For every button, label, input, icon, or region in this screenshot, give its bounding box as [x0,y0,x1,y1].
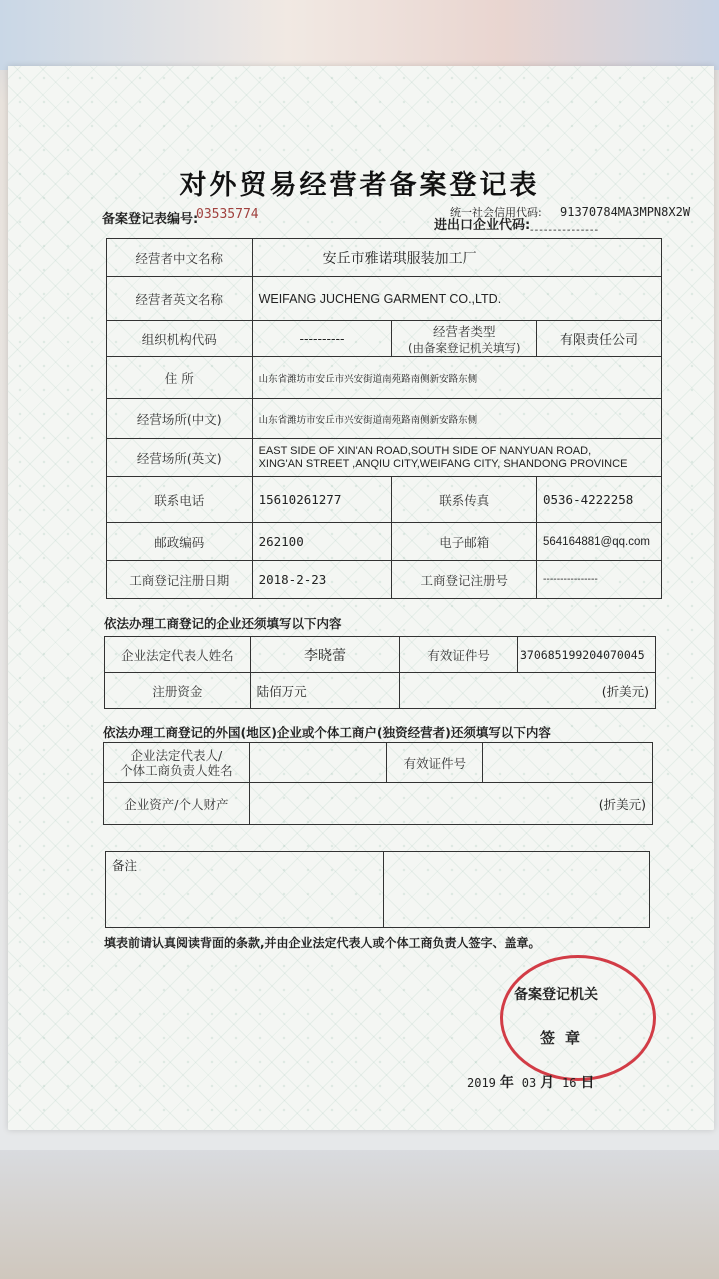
table-row [107,277,662,321]
premises-en-line1: EAST SIDE OF XIN'AN ROAD,SOUTH SIDE OF NANYUAN ROAD, [258,444,592,457]
phone-label: 联系电话 [107,477,253,523]
type-value: 有限责任公司 [536,321,661,357]
table-row [107,439,662,477]
org-code-label: 组织机构代码 [107,321,253,357]
premises-en-label: 经营场所(英文) [107,439,253,477]
premises-cn-label: 经营场所(中文) [107,399,253,439]
type-label-line2: (由备案登记机关填写) [407,340,521,355]
address-label: 住 所 [107,357,253,399]
notice-text: 填表前请认真阅读背面的条款,并由企业法定代表人或个体工商负责人签字、盖章。 [104,936,541,950]
cn-name-value: 安丘市雅诺琪服装加工厂 [252,239,661,277]
address-value: 山东省潍坊市安丘市兴安街道南苑路南侧新安路东侧 [252,357,661,399]
date-day-char: 日 [580,1075,595,1091]
reg-num-label: 工商登记注册号 [392,561,537,599]
main-info-table [106,238,662,599]
section2-heading: 依法办理工商登记的外国(地区)企业或个体工商户(独资经营者)还须填写以下内容 [103,725,551,740]
document-title: 对外贸易经营者备案登记表 [179,170,540,201]
premises-cn-value: 山东省潍坊市安丘市兴安街道南苑路南侧新安路东侧 [252,399,661,439]
date-year-char: 年 [499,1075,514,1091]
section1-table [104,636,656,709]
credit-code-label: 统一社会信用代码: [450,206,542,219]
en-name-value: WEIFANG JUCHENG GARMENT CO.,LTD. [252,277,661,321]
reg-num-value: ---------------- [536,561,661,599]
org-code-value: ---------- [252,321,392,357]
date-month: 03 [521,1076,537,1090]
io-code-value: --------------- [530,225,600,236]
foreign-rep-label-line1: 企业法定代表人/ [130,747,223,763]
official-stamp [500,955,656,1081]
reg-no-value: 03535774 [196,207,259,222]
authority-label: 备案登记机关 [514,987,598,1003]
table-row [107,321,662,357]
email-label: 电子邮箱 [392,523,537,561]
table-row [105,637,656,673]
foreign-rep-label-line2: 个体工商负责人姓名 [120,762,233,778]
table-row [104,743,653,783]
table-row [105,673,656,709]
foreign-rep-label [104,743,250,783]
credit-code-value: 91370784MA3MPN8X2W [560,205,691,219]
sign-date [467,1072,598,1092]
date-year: 2019 [467,1076,496,1090]
table-row [107,357,662,399]
table-row [107,561,662,599]
reg-date-label: 工商登记注册日期 [107,561,253,599]
type-label [392,321,537,357]
legal-rep-value: 李晓蕾 [250,637,400,673]
id-number-label: 有效证件号 [400,637,518,673]
reg-no-label: 备案登记表编号: [102,212,199,227]
foreign-id-value [483,743,653,783]
table-row [107,239,662,277]
en-name-label: 经营者英文名称 [107,277,253,321]
premises-en-line2: XING'AN STREET ,ANQIU CITY,WEIFANG CITY, SHANDONG PROVINCE [258,457,628,470]
seal-label: 签章 [540,1029,591,1047]
table-row [107,523,662,561]
background-top [0,0,719,70]
date-day: 16 [562,1076,577,1090]
date-month-char: 月 [540,1075,555,1091]
legal-rep-label: 企业法定代表人姓名 [105,637,251,673]
remarks-table [105,851,650,928]
postal-value: 262100 [252,523,392,561]
reg-date-value: 2018-2-23 [252,561,392,599]
assets-label: 企业资产/个人财产 [104,783,250,825]
premises-en-value [252,439,661,477]
foreign-rep-value [249,743,387,783]
table-row [107,399,662,439]
io-code-label: 进出口企业代码: [434,218,531,233]
type-label-line1: 经营者类型 [432,323,496,339]
capital-value: 陆佰万元 [250,673,400,709]
phone-value: 15610261277 [252,477,392,523]
foreign-id-label: 有效证件号 [387,743,483,783]
remarks-label: 备注 [106,852,384,928]
table-row [106,852,650,928]
section1-heading: 依法办理工商登记的企业还须填写以下内容 [104,616,342,631]
remarks-value [383,852,650,928]
id-number-value: 370685199204070045 [518,637,656,673]
email-value: 564164881@qq.com [536,523,661,561]
capital-label: 注册资金 [105,673,251,709]
cn-name-label: 经营者中文名称 [107,239,253,277]
fax-value: 0536-4222258 [536,477,661,523]
capital-unit: (折美元) [400,673,656,709]
background-bottom [0,1150,719,1279]
fax-label: 联系传真 [392,477,537,523]
section2-table [103,742,653,825]
table-row [104,783,653,825]
assets-unit: (折美元) [249,783,652,825]
postal-label: 邮政编码 [107,523,253,561]
table-row [107,477,662,523]
